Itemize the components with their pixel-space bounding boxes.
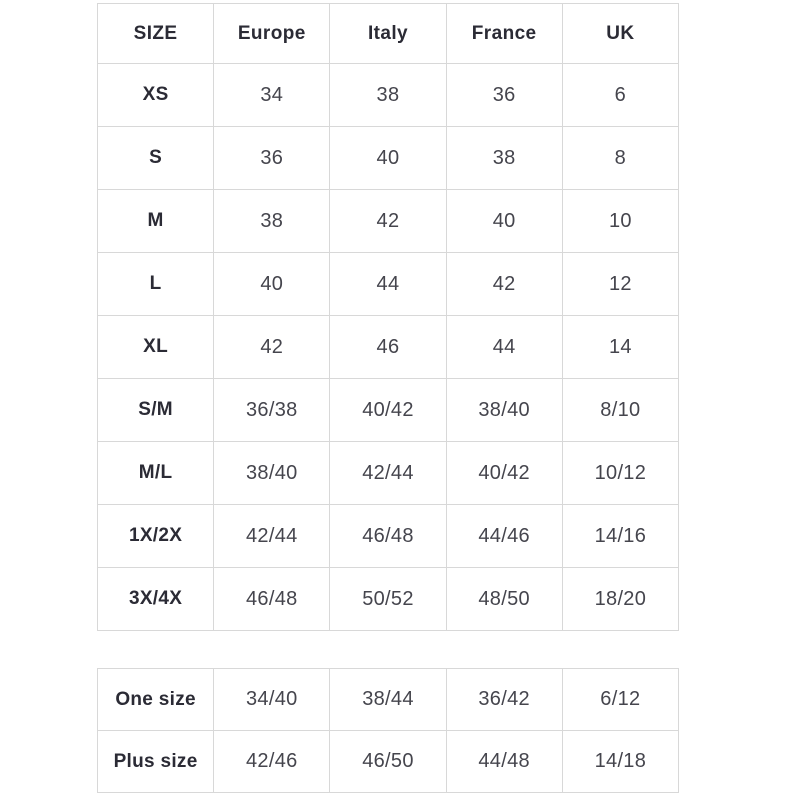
value-cell: 38	[214, 190, 330, 253]
value-cell: 44	[330, 253, 446, 316]
value-cell: 34	[214, 64, 330, 127]
value-cell: 38/44	[330, 669, 446, 731]
value-cell: 36/38	[214, 379, 330, 442]
value-cell: 46/48	[214, 568, 330, 631]
size-label-cell: M/L	[98, 442, 214, 505]
value-cell: 42/46	[214, 731, 330, 793]
header-cell-france: France	[446, 4, 562, 64]
value-cell: 44/46	[446, 505, 562, 568]
value-cell: 44	[446, 316, 562, 379]
table-row-1x2x	[98, 505, 679, 568]
value-cell: 38	[330, 64, 446, 127]
value-cell: 40/42	[330, 379, 446, 442]
value-cell: 40/42	[446, 442, 562, 505]
header-cell-size: SIZE	[98, 4, 214, 64]
size-label-cell: One size	[98, 669, 214, 731]
table-row-ml	[98, 442, 679, 505]
value-cell: 36	[214, 127, 330, 190]
special-sizes-table	[97, 668, 679, 793]
size-label-cell: Plus size	[98, 731, 214, 793]
value-cell: 14/18	[562, 731, 678, 793]
value-cell: 46/50	[330, 731, 446, 793]
header-cell-europe: Europe	[214, 4, 330, 64]
header-row	[98, 4, 679, 64]
value-cell: 38	[446, 127, 562, 190]
value-cell: 42	[446, 253, 562, 316]
value-cell: 10/12	[562, 442, 678, 505]
value-cell: 42/44	[330, 442, 446, 505]
table-row-xs	[98, 64, 679, 127]
size-label-cell: XL	[98, 316, 214, 379]
value-cell: 46	[330, 316, 446, 379]
size-label-cell: 3X/4X	[98, 568, 214, 631]
value-cell: 40	[330, 127, 446, 190]
table-row-s	[98, 127, 679, 190]
header-cell-uk: UK	[562, 4, 678, 64]
value-cell: 36/42	[446, 669, 562, 731]
size-conversion-table-wrapper	[97, 3, 679, 631]
value-cell: 8/10	[562, 379, 678, 442]
value-cell: 18/20	[562, 568, 678, 631]
value-cell: 40	[214, 253, 330, 316]
table-header-row	[98, 4, 679, 64]
value-cell: 6	[562, 64, 678, 127]
value-cell: 42/44	[214, 505, 330, 568]
table-row-one-size	[98, 669, 679, 731]
value-cell: 34/40	[214, 669, 330, 731]
value-cell: 44/48	[446, 731, 562, 793]
table-row-plus-size	[98, 731, 679, 793]
table-row-sm	[98, 379, 679, 442]
value-cell: 42	[214, 316, 330, 379]
value-cell: 42	[330, 190, 446, 253]
size-label-cell: S	[98, 127, 214, 190]
table-row-xl	[98, 316, 679, 379]
value-cell: 38/40	[446, 379, 562, 442]
size-label-cell: L	[98, 253, 214, 316]
value-cell: 14/16	[562, 505, 678, 568]
value-cell: 8	[562, 127, 678, 190]
table-row-l	[98, 253, 679, 316]
size-label-cell: S/M	[98, 379, 214, 442]
value-cell: 10	[562, 190, 678, 253]
value-cell: 40	[446, 190, 562, 253]
value-cell: 46/48	[330, 505, 446, 568]
value-cell: 38/40	[214, 442, 330, 505]
size-label-cell: 1X/2X	[98, 505, 214, 568]
value-cell: 36	[446, 64, 562, 127]
value-cell: 50/52	[330, 568, 446, 631]
value-cell: 6/12	[562, 669, 678, 731]
value-cell: 12	[562, 253, 678, 316]
size-label-cell: M	[98, 190, 214, 253]
value-cell: 48/50	[446, 568, 562, 631]
header-cell-italy: Italy	[330, 4, 446, 64]
table-row-m	[98, 190, 679, 253]
size-label-cell: XS	[98, 64, 214, 127]
special-sizes-table-wrapper	[97, 668, 679, 793]
size-conversion-table	[97, 3, 679, 631]
table-row-3x4x	[98, 568, 679, 631]
value-cell: 14	[562, 316, 678, 379]
